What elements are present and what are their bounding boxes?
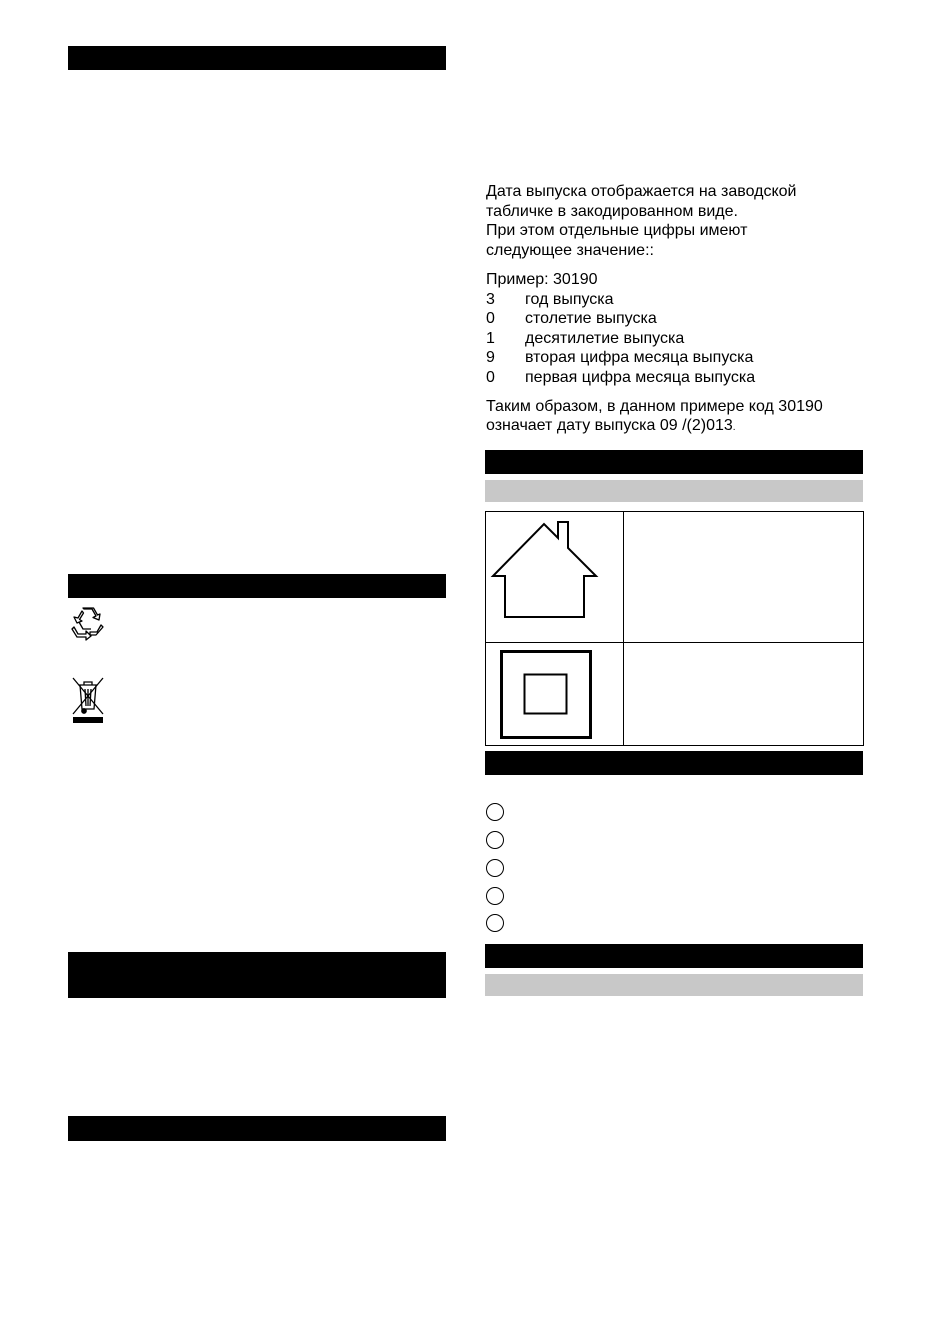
digit-row xyxy=(486,290,846,310)
digit-row xyxy=(486,348,846,368)
subheader-bar-operation xyxy=(485,974,863,996)
section-header-bar-bottom xyxy=(68,1116,446,1141)
digit-row xyxy=(486,309,846,329)
callout-circle-3 xyxy=(486,859,504,877)
section-header-bar-symbols xyxy=(485,450,863,474)
conclusion-line-1: Таким образом, в данном примере код 30190 xyxy=(486,398,823,415)
digit-value: 0 xyxy=(486,369,495,386)
callout-circle-1 xyxy=(486,803,504,821)
date-info-line-4: следующее значение:: xyxy=(486,242,654,259)
callout-circle-5 xyxy=(486,914,504,932)
date-info-line-2: табличке в закодированном виде. xyxy=(486,203,738,220)
conclusion-text: означает дату выпуска 09 /(2)013 xyxy=(486,417,733,434)
subheader-bar-symbols xyxy=(485,480,863,502)
digit-meaning: первая цифра месяца выпуска xyxy=(525,369,756,386)
digit-value: 0 xyxy=(486,310,495,327)
digit-meaning: год выпуска xyxy=(525,291,614,308)
date-info-line-3: При этом отдельные цифры имеют xyxy=(486,222,748,239)
double-square-icon xyxy=(500,650,592,739)
conclusion-dot: . xyxy=(732,422,736,433)
section-header-bar-1 xyxy=(68,46,446,70)
digit-value: 9 xyxy=(486,349,495,366)
digit-meaning: десятилетие выпуска xyxy=(525,330,685,347)
example-label: Пример: 30190 xyxy=(486,271,598,288)
symbols-table-row-divider xyxy=(486,642,863,643)
conclusion-line-2 xyxy=(486,416,736,438)
recycle-icon xyxy=(70,605,106,641)
section-header-bar-environment xyxy=(68,574,446,598)
symbols-table xyxy=(485,511,864,746)
symbols-table-col-divider xyxy=(623,512,624,745)
date-info-line-1: Дата выпуска отображается на заводской xyxy=(486,183,797,200)
digit-value: 3 xyxy=(486,291,495,308)
digit-meaning: вторая цифра месяца выпуска xyxy=(525,349,754,366)
digit-meaning: столетие выпуска xyxy=(525,310,657,327)
section-header-bar-tall xyxy=(68,952,446,998)
digit-row xyxy=(486,329,846,349)
house-icon xyxy=(488,516,600,622)
digit-value: 1 xyxy=(486,330,495,347)
callout-circle-2 xyxy=(486,831,504,849)
section-header-bar-parts xyxy=(485,751,863,775)
callout-circle-4 xyxy=(486,887,504,905)
section-header-bar-operation xyxy=(485,944,863,968)
digit-row xyxy=(486,368,846,388)
crossed-out-bin-icon xyxy=(70,675,106,725)
